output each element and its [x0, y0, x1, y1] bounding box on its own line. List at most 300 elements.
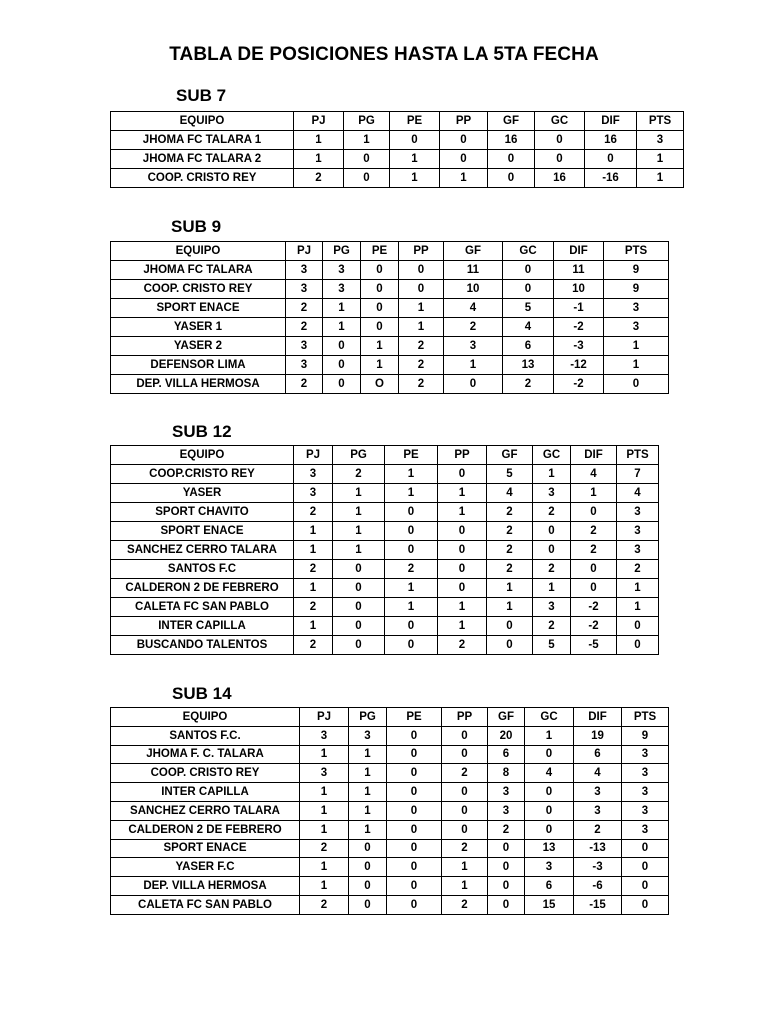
stat-cell-dif: 0: [571, 579, 617, 598]
stat-cell-pp: 0: [399, 280, 444, 299]
column-header-equipo: EQUIPO: [111, 708, 300, 727]
stat-cell-gf: 0: [488, 877, 525, 896]
stat-cell-gc: 0: [525, 745, 574, 764]
stat-cell-gf: 0: [488, 895, 525, 914]
stat-cell-pts: 3: [622, 745, 669, 764]
stat-cell-pe: 0: [385, 503, 438, 522]
stat-cell-pts: 0: [617, 617, 659, 636]
stat-cell-pp: 0: [442, 783, 488, 802]
table-row: [111, 318, 669, 337]
stat-cell-pj: 3: [300, 764, 349, 783]
stat-cell-pj: 1: [300, 745, 349, 764]
table-row: [111, 839, 669, 858]
stat-cell-pe: 0: [385, 617, 438, 636]
stat-cell-gc: 0: [503, 280, 554, 299]
team-name-cell: SANCHEZ CERRO TALARA: [111, 541, 294, 560]
table-row: [111, 801, 669, 820]
column-header-pp: PP: [440, 112, 488, 131]
stat-cell-gf: 2: [444, 318, 503, 337]
stat-cell-pg: 1: [333, 541, 385, 560]
stat-cell-pe: 0: [390, 131, 440, 150]
table-row: [111, 726, 669, 745]
stat-cell-pts: 1: [604, 337, 669, 356]
stat-cell-pg: 1: [333, 503, 385, 522]
stat-cell-gc: 2: [533, 617, 571, 636]
table-row: [111, 820, 669, 839]
standings-table: [110, 111, 684, 188]
stat-cell-gf: 1: [487, 598, 533, 617]
stat-cell-pg: 0: [333, 636, 385, 655]
stat-cell-pts: 1: [637, 169, 684, 188]
table-row: [111, 541, 659, 560]
team-name-cell: COOP. CRISTO REY: [111, 764, 300, 783]
stat-cell-pg: 0: [344, 169, 390, 188]
team-name-cell: JHOMA FC TALARA: [111, 261, 286, 280]
stat-cell-gc: 2: [533, 560, 571, 579]
stat-cell-dif: -3: [554, 337, 604, 356]
stat-cell-gf: 4: [487, 484, 533, 503]
team-name-cell: SPORT ENACE: [111, 522, 294, 541]
stat-cell-pe: 0: [387, 726, 442, 745]
standings-table: [110, 445, 659, 655]
stat-cell-dif: 16: [585, 131, 637, 150]
stat-cell-pg: 0: [323, 356, 361, 375]
stat-cell-gc: 0: [533, 541, 571, 560]
stat-cell-pts: 1: [617, 579, 659, 598]
team-name-cell: SANTOS F.C: [111, 560, 294, 579]
team-name-cell: CALETA FC SAN PABLO: [111, 598, 294, 617]
stat-cell-pj: 1: [294, 579, 333, 598]
stat-cell-gc: 13: [525, 839, 574, 858]
column-header-pp: PP: [399, 242, 444, 261]
stat-cell-gc: 1: [533, 579, 571, 598]
stat-cell-pts: 3: [622, 801, 669, 820]
stat-cell-dif: -16: [585, 169, 637, 188]
section-heading: SUB 9: [171, 217, 222, 236]
stat-cell-pe: 1: [390, 169, 440, 188]
stat-cell-dif: -3: [574, 858, 622, 877]
standings-table: [110, 241, 669, 394]
table-row: [111, 764, 669, 783]
stat-cell-gc: 5: [533, 636, 571, 655]
column-header-gc: GC: [533, 446, 571, 465]
stat-cell-pg: 0: [349, 895, 387, 914]
stat-cell-dif: 4: [574, 764, 622, 783]
stat-cell-pp: 1: [442, 858, 488, 877]
column-header-dif: DIF: [554, 242, 604, 261]
stat-cell-gc: 0: [525, 820, 574, 839]
stat-cell-pp: 2: [399, 356, 444, 375]
stat-cell-pp: 0: [442, 745, 488, 764]
stat-cell-dif: 1: [571, 484, 617, 503]
stat-cell-pp: 0: [399, 261, 444, 280]
stat-cell-gc: 0: [533, 522, 571, 541]
stat-cell-pts: 0: [622, 895, 669, 914]
table-row: [111, 131, 684, 150]
stat-cell-pp: 0: [438, 579, 487, 598]
stat-cell-pp: 2: [399, 375, 444, 394]
stat-cell-dif: 0: [585, 150, 637, 169]
stat-cell-pp: 1: [442, 877, 488, 896]
team-name-cell: CALDERON 2 DE FEBRERO: [111, 820, 300, 839]
stat-cell-gf: 2: [487, 503, 533, 522]
stat-cell-gf: 4: [444, 299, 503, 318]
stat-cell-gc: 0: [535, 131, 585, 150]
stat-cell-pg: 1: [344, 131, 390, 150]
team-name-cell: JHOMA FC TALARA 1: [111, 131, 294, 150]
stat-cell-pe: 0: [387, 783, 442, 802]
table-row: [111, 522, 659, 541]
team-name-cell: SPORT CHAVITO: [111, 503, 294, 522]
team-name-cell: YASER: [111, 484, 294, 503]
table-row: [111, 877, 669, 896]
table-header-row: [111, 112, 684, 131]
stat-cell-gc: 3: [533, 484, 571, 503]
stat-cell-gf: 1: [487, 579, 533, 598]
table-row: [111, 465, 659, 484]
table-row: [111, 356, 669, 375]
stat-cell-gc: 6: [503, 337, 554, 356]
stat-cell-pj: 1: [300, 783, 349, 802]
stat-cell-pj: 3: [286, 280, 323, 299]
stat-cell-pp: 2: [442, 764, 488, 783]
stat-cell-dif: 0: [571, 560, 617, 579]
column-header-gf: GF: [488, 112, 535, 131]
column-header-pj: PJ: [286, 242, 323, 261]
section-heading: SUB 7: [176, 86, 227, 105]
stat-cell-gf: 5: [487, 465, 533, 484]
stat-cell-pg: 3: [323, 261, 361, 280]
team-name-cell: YASER 2: [111, 337, 286, 356]
stat-cell-pj: 2: [286, 375, 323, 394]
stat-cell-pts: 3: [604, 299, 669, 318]
column-header-pg: PG: [349, 708, 387, 727]
stat-cell-pp: 1: [399, 318, 444, 337]
stat-cell-dif: -13: [574, 839, 622, 858]
stat-cell-dif: 19: [574, 726, 622, 745]
stat-cell-gf: 6: [488, 745, 525, 764]
table-row: [111, 375, 669, 394]
stat-cell-pe: 0: [387, 745, 442, 764]
stat-cell-pg: 1: [349, 745, 387, 764]
stat-cell-pts: 1: [617, 598, 659, 617]
table-row: [111, 280, 669, 299]
stat-cell-gf: 2: [487, 560, 533, 579]
stat-cell-pj: 3: [294, 465, 333, 484]
stat-cell-gc: 1: [525, 726, 574, 745]
table-row: [111, 858, 669, 877]
stat-cell-pg: 0: [344, 150, 390, 169]
stat-cell-dif: 2: [574, 820, 622, 839]
stat-cell-gc: 3: [525, 858, 574, 877]
stat-cell-gf: 10: [444, 280, 503, 299]
table-row: [111, 560, 659, 579]
stat-cell-pts: 9: [604, 280, 669, 299]
stat-cell-pg: 1: [349, 783, 387, 802]
table-row: [111, 783, 669, 802]
stat-cell-pe: O: [361, 375, 399, 394]
column-header-pg: PG: [344, 112, 390, 131]
stat-cell-gf: 0: [487, 617, 533, 636]
column-header-pp: PP: [438, 446, 487, 465]
stat-cell-pe: 1: [390, 150, 440, 169]
stat-cell-pe: 2: [385, 560, 438, 579]
table-row: [111, 484, 659, 503]
stat-cell-pg: 1: [323, 299, 361, 318]
table-row: [111, 895, 669, 914]
stat-cell-gc: 2: [533, 503, 571, 522]
stat-cell-dif: 6: [574, 745, 622, 764]
stat-cell-pts: 3: [637, 131, 684, 150]
stat-cell-pj: 2: [300, 839, 349, 858]
stat-cell-pe: 0: [387, 858, 442, 877]
stat-cell-pe: 0: [387, 801, 442, 820]
column-header-pj: PJ: [294, 446, 333, 465]
team-name-cell: DEP. VILLA HERMOSA: [111, 877, 300, 896]
team-name-cell: YASER 1: [111, 318, 286, 337]
stat-cell-pg: 1: [349, 801, 387, 820]
stat-cell-pp: 1: [399, 299, 444, 318]
stat-cell-pg: 1: [349, 820, 387, 839]
stat-cell-pts: 0: [622, 858, 669, 877]
stat-cell-pj: 2: [286, 318, 323, 337]
column-header-gc: GC: [503, 242, 554, 261]
table-row: [111, 261, 669, 280]
stat-cell-pe: 0: [387, 839, 442, 858]
column-header-pts: PTS: [617, 446, 659, 465]
stat-cell-gc: 2: [503, 375, 554, 394]
stat-cell-dif: -2: [554, 375, 604, 394]
stat-cell-pp: 2: [438, 636, 487, 655]
stat-cell-pj: 1: [294, 522, 333, 541]
column-header-pe: PE: [387, 708, 442, 727]
stat-cell-pj: 1: [294, 541, 333, 560]
stat-cell-pp: 1: [438, 617, 487, 636]
stat-cell-dif: -2: [571, 598, 617, 617]
stat-cell-pp: 2: [399, 337, 444, 356]
stat-cell-pj: 2: [294, 636, 333, 655]
column-header-pe: PE: [390, 112, 440, 131]
team-name-cell: SPORT ENACE: [111, 299, 286, 318]
section-heading: SUB 14: [172, 684, 232, 703]
stat-cell-pp: 1: [438, 598, 487, 617]
stat-cell-pg: 0: [349, 877, 387, 896]
stat-cell-dif: -15: [574, 895, 622, 914]
column-header-equipo: EQUIPO: [111, 446, 294, 465]
column-header-equipo: EQUIPO: [111, 242, 286, 261]
stat-cell-pj: 1: [300, 820, 349, 839]
column-header-gf: GF: [444, 242, 503, 261]
column-header-dif: DIF: [585, 112, 637, 131]
table-row: [111, 503, 659, 522]
stat-cell-pe: 0: [387, 764, 442, 783]
stat-cell-gf: 0: [488, 150, 535, 169]
stat-cell-pts: 3: [622, 783, 669, 802]
stat-cell-pts: 3: [617, 522, 659, 541]
stat-cell-pj: 1: [294, 617, 333, 636]
column-header-pts: PTS: [622, 708, 669, 727]
stat-cell-gf: 2: [488, 820, 525, 839]
stat-cell-pts: 4: [617, 484, 659, 503]
stat-cell-pp: 0: [442, 801, 488, 820]
stat-cell-dif: 3: [574, 783, 622, 802]
stat-cell-pp: 0: [440, 131, 488, 150]
column-header-pj: PJ: [294, 112, 344, 131]
team-name-cell: COOP.CRISTO REY: [111, 465, 294, 484]
team-name-cell: JHOMA FC TALARA 2: [111, 150, 294, 169]
table-header-row: [111, 708, 669, 727]
stat-cell-pts: 3: [622, 764, 669, 783]
stat-cell-dif: 0: [571, 503, 617, 522]
stat-cell-pj: 1: [300, 801, 349, 820]
stat-cell-pp: 0: [438, 560, 487, 579]
team-name-cell: DEFENSOR LIMA: [111, 356, 286, 375]
stat-cell-pe: 0: [387, 820, 442, 839]
stat-cell-pg: 0: [323, 337, 361, 356]
stat-cell-pp: 1: [440, 169, 488, 188]
stat-cell-gf: 8: [488, 764, 525, 783]
stat-cell-dif: -2: [571, 617, 617, 636]
team-name-cell: CALDERON 2 DE FEBRERO: [111, 579, 294, 598]
column-header-gf: GF: [487, 446, 533, 465]
stat-cell-gc: 15: [525, 895, 574, 914]
table-row: [111, 617, 659, 636]
stat-cell-pg: 1: [323, 318, 361, 337]
stat-cell-pe: 1: [361, 356, 399, 375]
team-name-cell: YASER F.C: [111, 858, 300, 877]
stat-cell-pe: 0: [387, 877, 442, 896]
column-header-pe: PE: [361, 242, 399, 261]
stat-cell-pg: 1: [333, 522, 385, 541]
stat-cell-pg: 1: [349, 764, 387, 783]
column-header-pj: PJ: [300, 708, 349, 727]
table-row: [111, 745, 669, 764]
stat-cell-pts: 0: [622, 877, 669, 896]
stat-cell-pp: 1: [438, 503, 487, 522]
stat-cell-pe: 0: [361, 318, 399, 337]
section-heading: SUB 12: [172, 422, 232, 441]
table-row: [111, 598, 659, 617]
stat-cell-pg: 3: [349, 726, 387, 745]
stat-cell-pj: 2: [294, 598, 333, 617]
table-header-row: [111, 242, 669, 261]
stat-cell-pg: 0: [333, 579, 385, 598]
stat-cell-pe: 0: [385, 636, 438, 655]
stat-cell-pts: 7: [617, 465, 659, 484]
stat-cell-dif: -1: [554, 299, 604, 318]
table-row: [111, 299, 669, 318]
column-header-pp: PP: [442, 708, 488, 727]
team-name-cell: SANTOS F.C.: [111, 726, 300, 745]
stat-cell-pj: 1: [294, 150, 344, 169]
stat-cell-pg: 2: [333, 465, 385, 484]
team-name-cell: JHOMA F. C. TALARA: [111, 745, 300, 764]
stat-cell-gc: 3: [533, 598, 571, 617]
column-header-pts: PTS: [637, 112, 684, 131]
table-row: [111, 636, 659, 655]
stat-cell-pts: 0: [617, 636, 659, 655]
stat-cell-gf: 0: [488, 169, 535, 188]
stat-cell-gf: 3: [488, 801, 525, 820]
stat-cell-gf: 3: [444, 337, 503, 356]
stat-cell-pe: 0: [361, 261, 399, 280]
team-name-cell: INTER CAPILLA: [111, 783, 300, 802]
column-header-gf: GF: [488, 708, 525, 727]
stat-cell-gf: 16: [488, 131, 535, 150]
stat-cell-gf: 0: [444, 375, 503, 394]
stat-cell-dif: 2: [571, 541, 617, 560]
standings-table: [110, 707, 669, 915]
stat-cell-pj: 2: [294, 560, 333, 579]
team-name-cell: DEP. VILLA HERMOSA: [111, 375, 286, 394]
stat-cell-pe: 0: [385, 541, 438, 560]
stat-cell-pj: 2: [300, 895, 349, 914]
stat-cell-pp: 0: [438, 541, 487, 560]
stat-cell-pts: 3: [617, 541, 659, 560]
stat-cell-pg: 0: [333, 560, 385, 579]
table-row: [111, 169, 684, 188]
stat-cell-pts: 9: [622, 726, 669, 745]
team-name-cell: CALETA FC SAN PABLO: [111, 895, 300, 914]
table-row: [111, 150, 684, 169]
column-header-pg: PG: [333, 446, 385, 465]
stat-cell-pj: 3: [294, 484, 333, 503]
stat-cell-pj: 3: [286, 337, 323, 356]
stat-cell-pj: 2: [286, 299, 323, 318]
stat-cell-gc: 1: [533, 465, 571, 484]
stat-cell-pts: 2: [617, 560, 659, 579]
stat-cell-dif: 3: [574, 801, 622, 820]
stat-cell-gc: 13: [503, 356, 554, 375]
column-header-pg: PG: [323, 242, 361, 261]
stat-cell-pp: 0: [440, 150, 488, 169]
stat-cell-pg: 0: [333, 598, 385, 617]
column-header-dif: DIF: [571, 446, 617, 465]
column-header-gc: GC: [525, 708, 574, 727]
stat-cell-gf: 2: [487, 522, 533, 541]
stat-cell-pts: 3: [622, 820, 669, 839]
stat-cell-gc: 5: [503, 299, 554, 318]
stat-cell-pts: 0: [604, 375, 669, 394]
stat-cell-dif: 4: [571, 465, 617, 484]
stat-cell-pg: 3: [323, 280, 361, 299]
column-header-pe: PE: [385, 446, 438, 465]
stat-cell-pp: 0: [442, 820, 488, 839]
stat-cell-pe: 1: [385, 579, 438, 598]
team-name-cell: BUSCANDO TALENTOS: [111, 636, 294, 655]
stat-cell-pe: 0: [387, 895, 442, 914]
stat-cell-pj: 3: [300, 726, 349, 745]
team-name-cell: COOP. CRISTO REY: [111, 169, 294, 188]
stat-cell-gc: 0: [535, 150, 585, 169]
stat-cell-dif: -2: [554, 318, 604, 337]
stat-cell-dif: 10: [554, 280, 604, 299]
stat-cell-pe: 0: [361, 299, 399, 318]
stat-cell-gf: 0: [487, 636, 533, 655]
stat-cell-pp: 2: [442, 895, 488, 914]
stat-cell-pj: 1: [294, 131, 344, 150]
table-row: [111, 337, 669, 356]
stat-cell-pp: 2: [442, 839, 488, 858]
stat-cell-dif: -6: [574, 877, 622, 896]
stat-cell-pg: 0: [349, 839, 387, 858]
team-name-cell: INTER CAPILLA: [111, 617, 294, 636]
stat-cell-pe: 1: [385, 484, 438, 503]
stat-cell-pj: 1: [300, 877, 349, 896]
stat-cell-pe: 1: [385, 465, 438, 484]
stat-cell-gc: 0: [503, 261, 554, 280]
stat-cell-gf: 2: [487, 541, 533, 560]
